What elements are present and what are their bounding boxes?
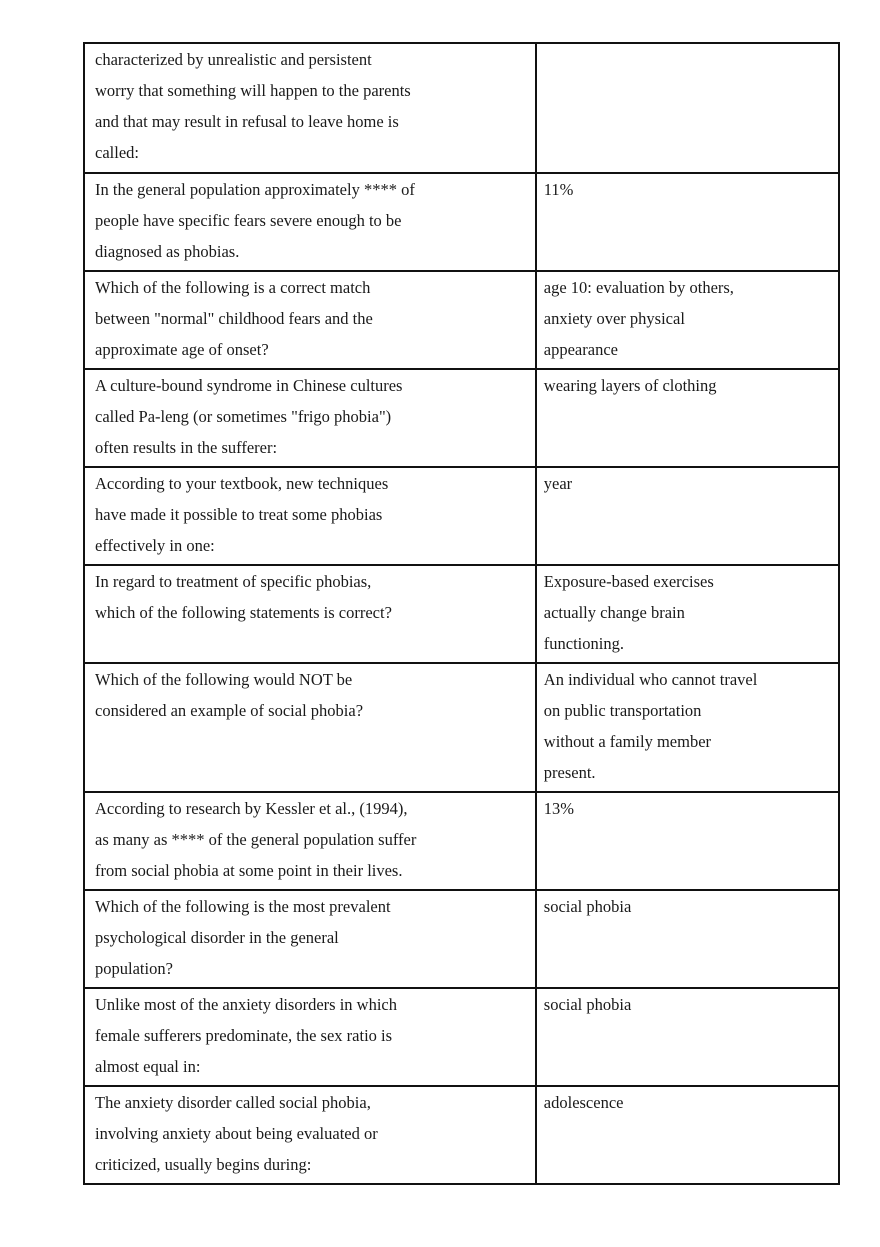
answer-cell [536,369,839,467]
question-line: worry that something will happen to the parents [95,81,411,100]
answer-line: appearance [543,340,618,359]
question-line: and that may result in refusal to leave home is [95,112,399,131]
question-line: The anxiety disorder called social phobia, [95,1093,371,1112]
table-row [84,988,839,1086]
question-line: as many as **** of the general population suffer [95,830,417,849]
question-line: criticized, usually begins during: [95,1155,312,1174]
answer-cell [536,890,839,988]
question-line: psychological disorder in the general [95,928,339,947]
answer-line: age 10: evaluation by others, [543,278,734,297]
answer-cell [536,663,839,792]
table-row [84,271,839,369]
question-cell [84,792,536,890]
answer-cell [536,271,839,369]
table-row [84,1086,839,1184]
flashcard-table-body [84,43,839,1184]
flashcard-table [83,42,840,1185]
answer-line: social phobia [543,995,632,1014]
question-line: In regard to treatment of specific phobias, [95,572,372,591]
answer-line: actually change brain [543,603,685,622]
question-line: involving anxiety about being evaluated or [95,1124,378,1143]
question-line: In the general population approximately **** of [95,180,415,199]
answer-line: social phobia [543,897,632,916]
question-cell [84,43,536,173]
answer-cell [536,43,839,173]
question-cell [84,467,536,565]
question-line: Which of the following would NOT be [95,670,353,689]
answer-line: functioning. [543,634,624,653]
question-line: people have specific fears severe enough to be [95,211,402,230]
answer-cell [536,467,839,565]
answer-cell [536,792,839,890]
question-line: called Pa-leng (or sometimes "frigo phobia") [95,407,392,426]
table-row [84,467,839,565]
question-line: considered an example of social phobia? [95,701,364,720]
question-cell [84,1086,536,1184]
answer-cell [536,988,839,1086]
question-cell [84,271,536,369]
question-line: called: [95,143,139,162]
question-cell [84,369,536,467]
table-row [84,663,839,792]
answer-cell [536,1086,839,1184]
question-cell [84,988,536,1086]
question-line: female sufferers predominate, the sex ratio is [95,1026,393,1045]
answer-line: anxiety over physical [543,309,685,328]
question-line: which of the following statements is correct? [95,603,392,622]
answer-line: without a family member [543,732,712,751]
table-row [84,565,839,663]
question-line: often results in the sufferer: [95,438,278,457]
answer-line: year [543,474,573,493]
table-row [84,369,839,467]
question-line: population? [95,959,173,978]
answer-line: Exposure-based exercises [543,572,714,591]
table-row [84,890,839,988]
answer-line: 13% [543,799,575,818]
answer-line: present. [543,763,596,782]
answer-line: 11% [543,180,574,199]
question-cell [84,663,536,792]
question-line: diagnosed as phobias. [95,242,240,261]
table-row [84,43,839,173]
question-line: effectively in one: [95,536,215,555]
question-line: characterized by unrealistic and persistent [95,50,372,69]
question-line: between "normal" childhood fears and the [95,309,373,328]
question-cell [84,565,536,663]
answer-cell [536,173,839,271]
question-cell [84,173,536,271]
question-line: A culture-bound syndrome in Chinese cultures [95,376,403,395]
answer-cell [536,565,839,663]
question-cell [84,890,536,988]
table-row [84,792,839,890]
question-line: Which of the following is the most prevalent [95,897,391,916]
table-row [84,173,839,271]
question-line: According to your textbook, new techniques [95,474,389,493]
question-line: have made it possible to treat some phobias [95,505,383,524]
answer-line: wearing layers of clothing [543,376,717,395]
question-line: According to research by Kessler et al., (1994), [95,799,408,818]
question-line: approximate age of onset? [95,340,269,359]
question-line: almost equal in: [95,1057,201,1076]
answer-line: adolescence [543,1093,624,1112]
question-line: Which of the following is a correct match [95,278,371,297]
question-line: Unlike most of the anxiety disorders in which [95,995,397,1014]
question-line: from social phobia at some point in their lives. [95,861,403,880]
answer-line: An individual who cannot travel [543,670,758,689]
answer-line: on public transportation [543,701,702,720]
